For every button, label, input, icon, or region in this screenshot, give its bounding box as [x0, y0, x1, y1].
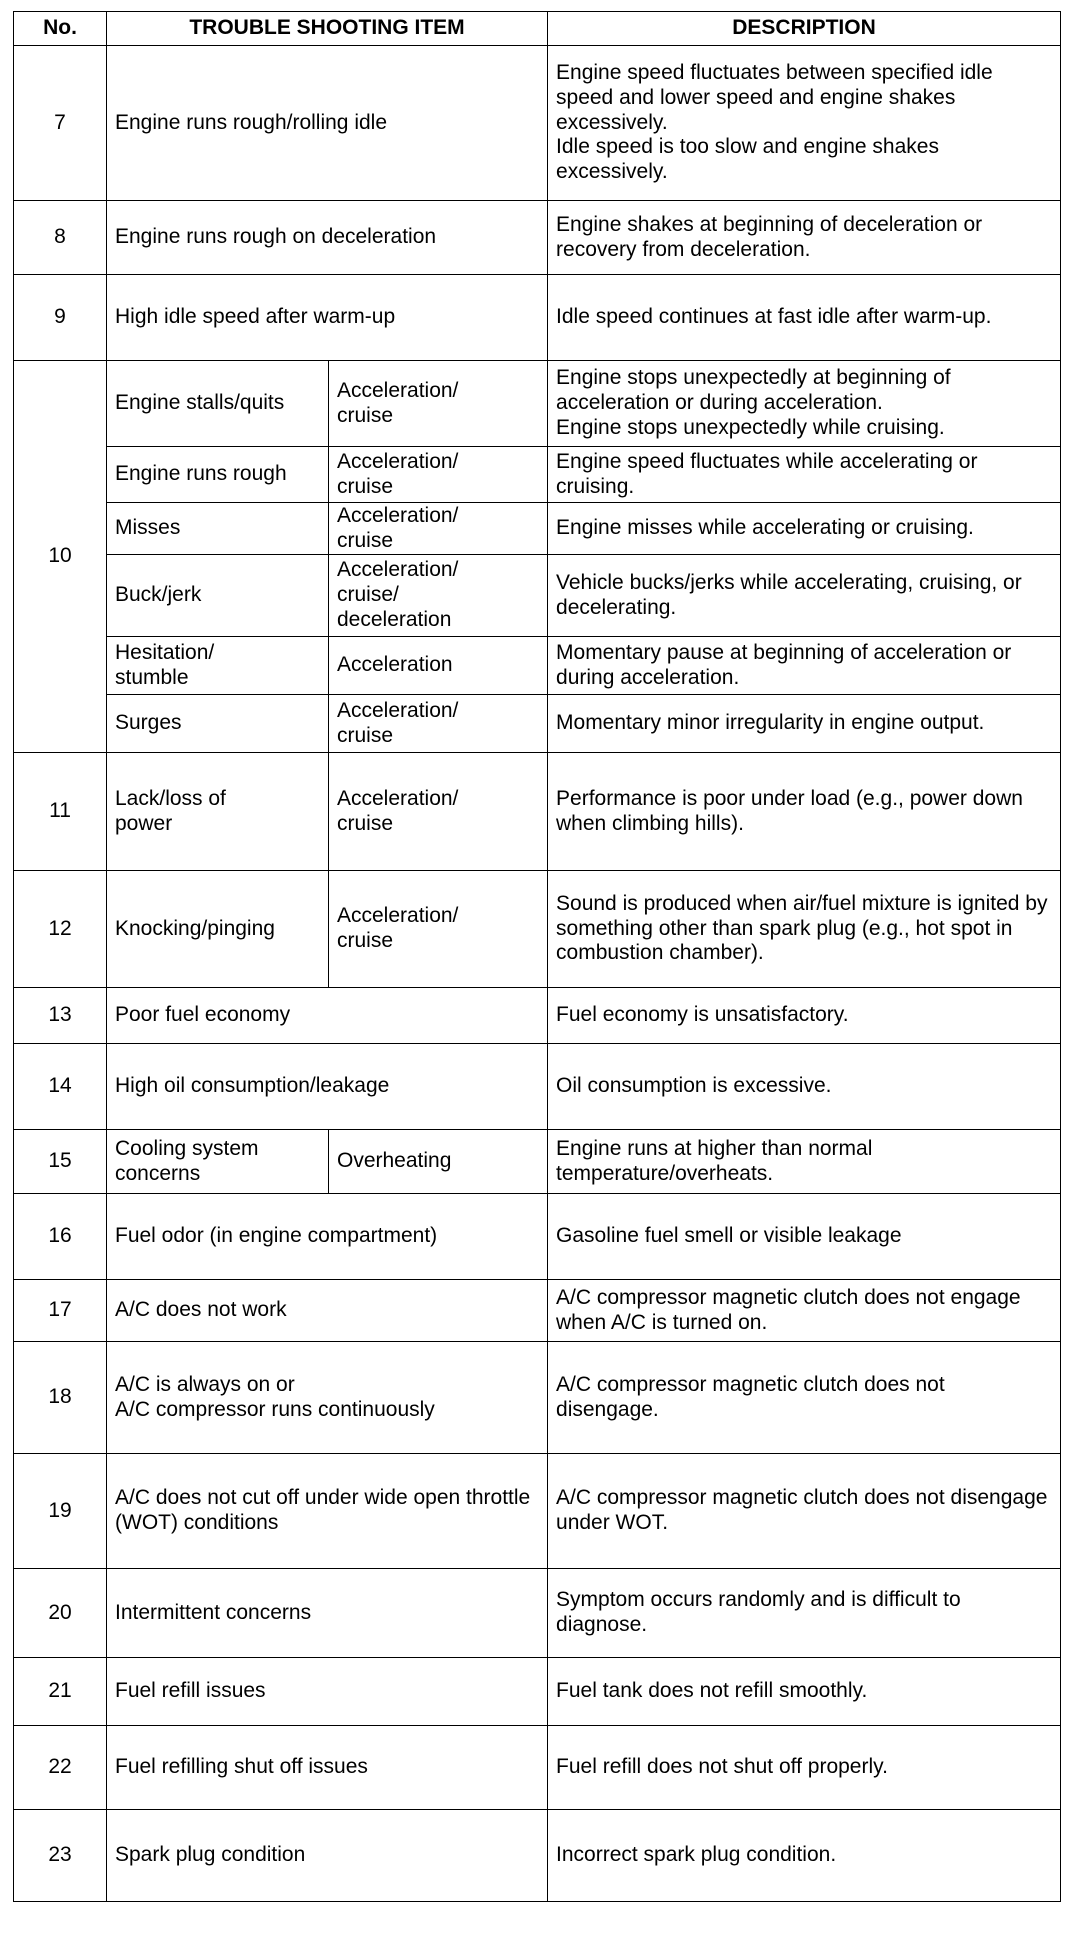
trouble-item: Buck/jerk	[107, 555, 329, 637]
row-number: 12	[14, 871, 107, 988]
trouble-item: Intermittent concerns	[107, 1569, 548, 1658]
description: A/C compressor magnetic clutch does not disengage under WOT.	[548, 1454, 1061, 1569]
description: Engine speed fluctuates while accelerating or cruising.	[548, 447, 1061, 503]
table-row	[14, 447, 1061, 503]
table-row	[14, 1194, 1061, 1280]
condition: Acceleration/ cruise/ deceleration	[329, 555, 548, 637]
description: Symptom occurs randomly and is difficult to diagnose.	[548, 1569, 1061, 1658]
row-number: 21	[14, 1658, 107, 1726]
trouble-item: Cooling system concerns	[107, 1130, 329, 1194]
description: Sound is produced when air/fuel mixture is ignited by something other than spark plug (e.g., hot spot in combustion chamber).	[548, 871, 1061, 988]
condition: Acceleration	[329, 637, 548, 695]
table-row	[14, 201, 1061, 275]
condition: Acceleration/ cruise	[329, 361, 548, 447]
row-number: 8	[14, 201, 107, 275]
table-row	[14, 361, 1061, 447]
description: Fuel tank does not refill smoothly.	[548, 1658, 1061, 1726]
description: Performance is poor under load (e.g., power down when climbing hills).	[548, 753, 1061, 871]
row-number: 13	[14, 988, 107, 1044]
trouble-item: Fuel odor (in engine compartment)	[107, 1194, 548, 1280]
table-row	[14, 1280, 1061, 1342]
description: Engine shakes at beginning of deceleration or recovery from deceleration.	[548, 201, 1061, 275]
row-number: 10	[14, 361, 107, 753]
table-row	[14, 503, 1061, 555]
table-row	[14, 1658, 1061, 1726]
table-row	[14, 637, 1061, 695]
description: Engine stops unexpectedly at beginning of acceleration or during acceleration. Engine stops unexpectedly while cruising.	[548, 361, 1061, 447]
row-number: 18	[14, 1342, 107, 1454]
description: Fuel economy is unsatisfactory.	[548, 988, 1061, 1044]
trouble-item: A/C does not work	[107, 1280, 548, 1342]
description: Oil consumption is excessive.	[548, 1044, 1061, 1130]
trouble-item: Misses	[107, 503, 329, 555]
row-number: 23	[14, 1810, 107, 1902]
trouble-item: Poor fuel economy	[107, 988, 548, 1044]
description: Engine speed fluctuates between specified idle speed and lower speed and engine shakes excessively. Idle speed is too slow and engine shakes excessively.	[548, 46, 1061, 201]
description: Momentary pause at beginning of acceleration or during acceleration.	[548, 637, 1061, 695]
trouble-item: Hesitation/ stumble	[107, 637, 329, 695]
trouble-item: Knocking/pinging	[107, 871, 329, 988]
condition: Acceleration/ cruise	[329, 871, 548, 988]
description: Engine misses while accelerating or cruising.	[548, 503, 1061, 555]
troubleshooting-table	[13, 11, 1061, 1902]
description: Incorrect spark plug condition.	[548, 1810, 1061, 1902]
condition: Overheating	[329, 1130, 548, 1194]
trouble-item: Lack/loss of power	[107, 753, 329, 871]
table-row	[14, 1342, 1061, 1454]
table-row	[14, 695, 1061, 753]
row-number: 15	[14, 1130, 107, 1194]
row-number: 9	[14, 275, 107, 361]
trouble-item: A/C does not cut off under wide open throttle (WOT) conditions	[107, 1454, 548, 1569]
table-row	[14, 871, 1061, 988]
condition: Acceleration/ cruise	[329, 503, 548, 555]
row-number: 17	[14, 1280, 107, 1342]
trouble-item: Engine stalls/quits	[107, 361, 329, 447]
table-row	[14, 753, 1061, 871]
trouble-item: A/C is always on or A/C compressor runs continuously	[107, 1342, 548, 1454]
table-row	[14, 1726, 1061, 1810]
description: Vehicle bucks/jerks while accelerating, cruising, or decelerating.	[548, 555, 1061, 637]
row-number: 19	[14, 1454, 107, 1569]
trouble-item: Spark plug condition	[107, 1810, 548, 1902]
table-row	[14, 275, 1061, 361]
trouble-item: High idle speed after warm-up	[107, 275, 548, 361]
trouble-item: High oil consumption/leakage	[107, 1044, 548, 1130]
description: A/C compressor magnetic clutch does not engage when A/C is turned on.	[548, 1280, 1061, 1342]
row-number: 20	[14, 1569, 107, 1658]
description: Momentary minor irregularity in engine output.	[548, 695, 1061, 753]
description: Fuel refill does not shut off properly.	[548, 1726, 1061, 1810]
row-number: 14	[14, 1044, 107, 1130]
description: Gasoline fuel smell or visible leakage	[548, 1194, 1061, 1280]
table-row	[14, 1454, 1061, 1569]
trouble-item: Surges	[107, 695, 329, 753]
table-row	[14, 46, 1061, 201]
condition: Acceleration/ cruise	[329, 753, 548, 871]
condition: Acceleration/ cruise	[329, 447, 548, 503]
header-description: DESCRIPTION	[548, 12, 1061, 46]
row-number: 11	[14, 753, 107, 871]
header-trouble-shooting-item: TROUBLE SHOOTING ITEM	[107, 12, 548, 46]
table-row	[14, 1810, 1061, 1902]
table-row	[14, 988, 1061, 1044]
row-number: 22	[14, 1726, 107, 1810]
row-number: 7	[14, 46, 107, 201]
trouble-item: Engine runs rough	[107, 447, 329, 503]
table-row	[14, 1130, 1061, 1194]
trouble-item: Engine runs rough on deceleration	[107, 201, 548, 275]
table-row	[14, 1569, 1061, 1658]
trouble-item: Fuel refilling shut off issues	[107, 1726, 548, 1810]
table-row	[14, 1044, 1061, 1130]
row-number: 16	[14, 1194, 107, 1280]
description: Engine runs at higher than normal temperature/overheats.	[548, 1130, 1061, 1194]
header-no: No.	[14, 12, 107, 46]
table-row	[14, 555, 1061, 637]
trouble-item: Fuel refill issues	[107, 1658, 548, 1726]
description: Idle speed continues at fast idle after warm-up.	[548, 275, 1061, 361]
header-row	[14, 12, 1061, 46]
condition: Acceleration/ cruise	[329, 695, 548, 753]
description: A/C compressor magnetic clutch does not disengage.	[548, 1342, 1061, 1454]
trouble-item: Engine runs rough/rolling idle	[107, 46, 548, 201]
